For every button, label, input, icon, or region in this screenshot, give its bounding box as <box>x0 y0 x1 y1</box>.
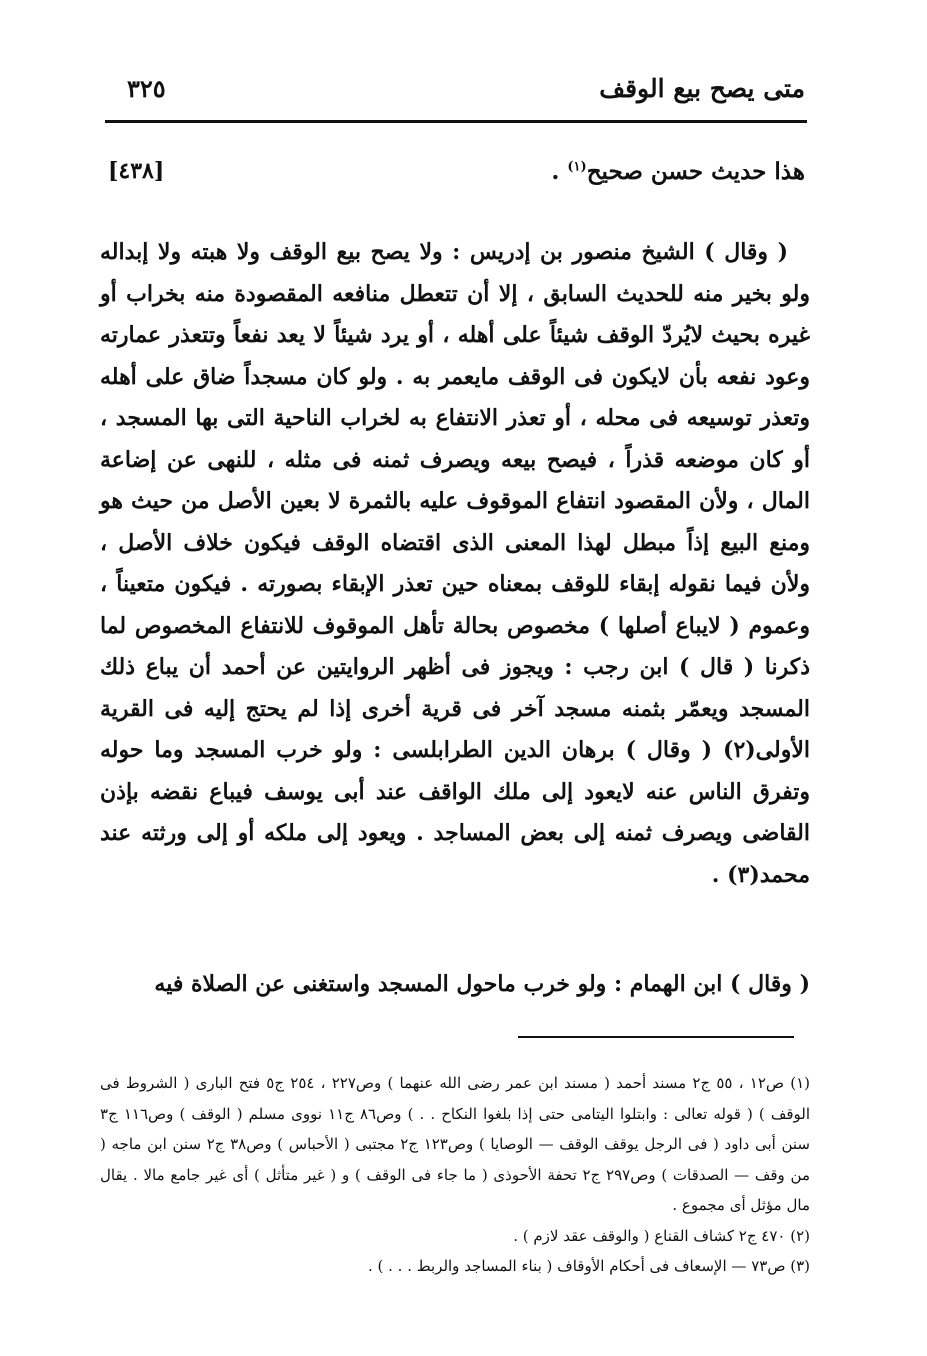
footnote-2: (٢) ٤٧٠ ج٢ كشاف القناع ( والوقف عقد لازم ) . <box>513 1226 810 1245</box>
footnote-separator <box>518 1036 794 1038</box>
footnote-3: (٣) ص٧٣ — الإسعاف فى أحكام الأوقاف ( بناء المساجد والربط . . . ) . <box>367 1257 810 1275</box>
second-paragraph: ( وقال ) ابن الهمام : ولو خرب ماحول المسجد واستغنى عن الصلاة فيه <box>154 971 810 997</box>
lead-end: . <box>551 158 568 185</box>
running-header <box>105 62 805 118</box>
section-reference: [٤٣٨] <box>108 158 165 184</box>
footnote-mark-1: (١) <box>567 159 587 175</box>
footnotes <box>100 1068 810 1282</box>
lead-text: هذا حديث حسن صحيح <box>586 158 805 185</box>
running-title: متى يصح بيع الوقف <box>599 74 805 103</box>
lead-line <box>551 158 805 185</box>
main-paragraph: ( وقال ) الشيخ منصور بن إدريس : ولا يصح بيع الوقف ولا هبته ولا إبداله ولو بخير منه للحديث السابق ، إلا أن تتعطل منافعه المقصودة منه بخراب أو غيره بحيث لايُردّ الوقف شيئاً على أهله ، أو يرد شيئاً لا يعد نفعاً وتتعذر عمارته وعود نفعه بأن لايكون فى الوقف مايعمر به . ولو كان مسجداً ضاق على أهله وتعذر توسيعه فى محله ، أو تعذر الانتفاع به لخراب الناحية التى بها المسجد ، أو كان موضعه قذراً ، فيصح بيعه ويصرف ثمنه فى مثله ، للنهى عن إضاعة المال ، ولأن المقصود انتفاع الموقوف عليه بالثمرة لا بعين الأصل من حيث هو ومنع البيع إذاً مبطل لهذا المعنى الذى اقتضاه الوقف فيكون خلاف الأصل ، ولأن فيما نقوله إبقاء للوقف بمعناه حين تعذر الإبقاء بصورته . فيكون متعيناً ، وعموم ( لايباع أصلها ) مخصوص بحالة تأهل الموقوف للانتفاع المخصوص لما ذكرنا ( قال ) ابن رجب : ويجوز فى أظهر الروايتين عن أحمد أن يباع ذلك المسجد ويعمّر بثمنه مسجد آخر فى قرية أخرى إذا لم يحتج إليه فى القرية الأولى(٢) ( وقال ) برهان الدين الطرابلسى : ولو خرب المسجد وما حوله وتفرق الناس عنه لايعود إلى ملك الواقف عند أبى يوسف فيباع نقضه بإذن القاضى ويصرف ثمنه إلى بعض المساجد . ويعود إلى ملكه أو إلى ورثته عند محمد(٣) . <box>100 239 810 888</box>
main-text <box>100 232 810 896</box>
header-rule <box>105 120 807 123</box>
page-number: ٣٢٥ <box>127 74 166 103</box>
footnote-1: (١) ص١٢ ، ٥٥ ج٢ مسند أحمد ( مسند ابن عمر رضى الله عنهما ) وص٢٢٧ ، ٢٥٤ ج٥ فتح البارى ( الشروط فى الوقف ) ( قوله تعالى : وابتلوا اليتامى حتى إذا بلغوا النكاح . . ) وص٨٦ ج١١ نووى مسلم ( الوقف ) وص١١٦ ج٣ سنن أبى داود ( فى الرجل يوقف الوقف — الوصايا ) وص١٢٣ ج٢ مجتبى ( الأحباس ) وص٣٨ ج٢ سنن ابن ماجه ( من وقف — الصدقات ) وص٢٩٧ ج٢ تحفة الأحوذى ( ما جاء فى الوقف ) و ( غير متأثل ) أى غير جامع مالا . يقال مال مؤثل أى مجموع . <box>100 1074 811 1214</box>
